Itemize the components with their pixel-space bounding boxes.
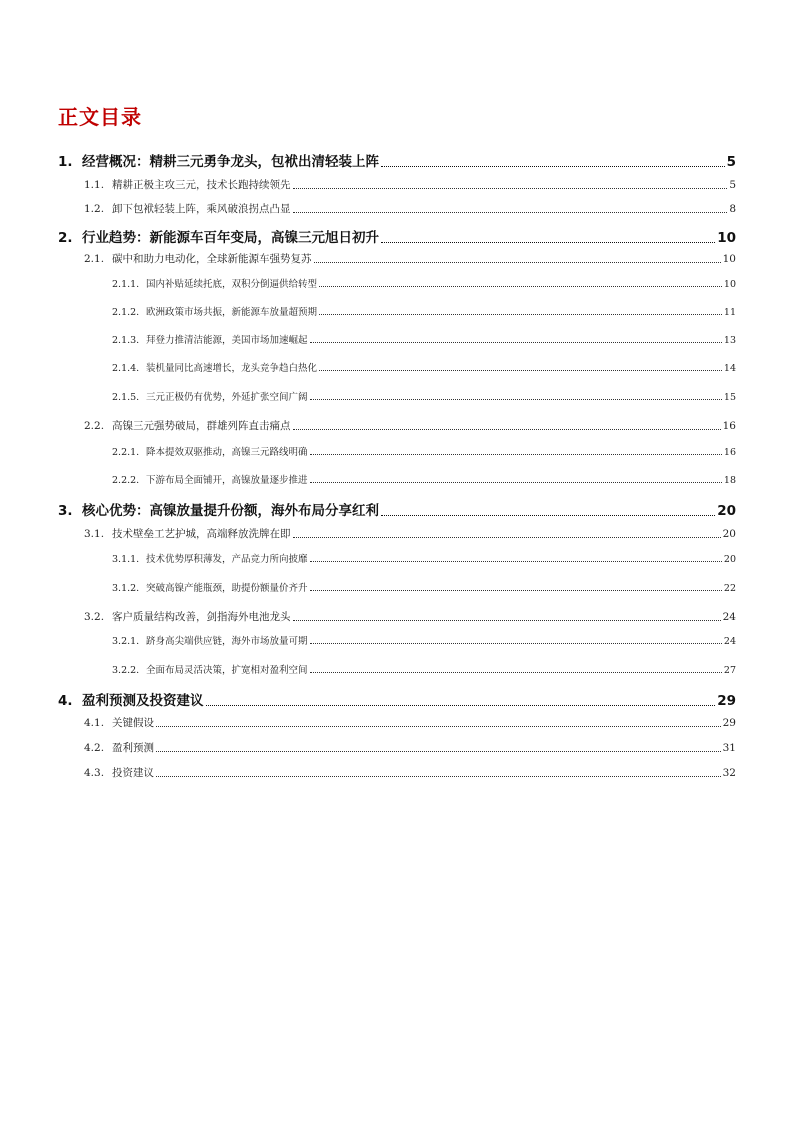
toc-entry-title: 拜登力推清洁能源，美国市场加速崛起 [146,335,308,346]
toc-entry-title: 核心优势：高镍放量提升份额，海外布局分享红利 [82,503,379,519]
toc-entry-number: 2.1.1. [112,279,140,290]
toc-entry-level-3[interactable] [112,580,736,594]
toc-entry-page: 8 [729,203,736,215]
dot-leader [293,537,721,538]
toc-entry-page: 29 [717,693,736,709]
toc-entry-number: 3.2. [84,611,105,623]
dot-leader [310,643,722,644]
toc-entry-number: 4.2. [84,742,105,754]
toc-entry-level-3[interactable] [112,360,736,374]
toc-entry-title: 国内补贴延续托底，双积分倒逼供给转型 [146,279,318,290]
dot-leader [314,262,721,263]
toc-entry-level-3[interactable] [112,662,736,676]
toc-entry-number: 3.1.2. [112,583,140,594]
toc-entry-level-3[interactable] [112,444,736,458]
toc-entry-number: 2.1. [84,253,105,265]
toc-entry-number: 1.1. [84,179,105,191]
dot-leader [310,399,722,400]
toc-entry-level-1[interactable] [58,150,736,170]
toc-entry-page: 24 [723,636,736,647]
toc-entry-number: 2.2.1. [112,447,140,458]
toc-entry-title: 高镍三元强势破局，群雄列阵直击痛点 [112,420,291,432]
toc-entry-number: 3.1.1. [112,554,140,565]
toc-entry-number: 2. [58,230,73,246]
toc-entry-number: 2.2.2. [112,475,140,486]
dot-leader [310,482,722,483]
toc-entry-page: 18 [723,475,736,486]
toc-entry-number: 1. [58,154,73,170]
toc-entry-title: 投资建议 [112,767,154,779]
toc-entry-page: 13 [723,335,736,346]
toc-entry-number: 4.3. [84,767,105,779]
toc-entry-title: 盈利预测及投资建议 [82,693,204,709]
toc-entry-title: 装机量同比高速增长，龙头竞争趋白热化 [146,363,318,374]
toc-entry-level-3[interactable] [112,276,736,290]
toc-entry-title: 全面布局灵活决策，扩宽相对盈利空间 [146,665,308,676]
toc-entry-number: 2.1.2. [112,307,140,318]
toc-entry-title: 三元正极仍有优势，外延扩张空间广阔 [146,392,308,403]
dot-leader [293,429,721,430]
toc-entry-level-1[interactable] [58,499,736,519]
dot-leader [310,590,722,591]
toc-entry-title: 下游布局全面铺开，高镍放量逐步推进 [146,475,308,486]
toc-entry-page: 11 [723,307,736,318]
dot-leader [206,705,716,706]
toc-heading: 正文目录 [58,105,142,129]
toc-entry-page: 14 [723,363,736,374]
toc-entry-page: 27 [723,665,736,676]
toc-entry-number: 3. [58,503,73,519]
toc-entry-title: 行业趋势：新能源车百年变局，高镍三元旭日初升 [82,230,379,246]
toc-entry-title: 盈利预测 [112,742,154,754]
toc-entry-page: 22 [723,583,736,594]
dot-leader [319,286,722,287]
toc-entry-number: 3.2.1. [112,636,140,647]
toc-entry-number: 3.1. [84,528,105,540]
toc-entry-number: 4.1. [84,717,105,729]
toc-entry-title: 客户质量结构改善，剑指海外电池龙头 [112,611,291,623]
dot-leader [319,370,722,371]
toc-entry-page: 16 [722,420,736,432]
toc-entry-number: 2.1.3. [112,335,140,346]
toc-entry-level-2[interactable] [84,715,736,730]
toc-entry-level-3[interactable] [112,304,736,318]
dot-leader [319,314,722,315]
toc-entry-page: 16 [723,447,736,458]
toc-entry-page: 31 [722,742,736,754]
toc-entry-level-2[interactable] [84,201,736,216]
toc-entry-page: 10 [723,279,736,290]
toc-entry-page: 24 [722,611,736,623]
dot-leader [293,188,728,189]
toc-entry-page: 20 [722,528,736,540]
toc-entry-page: 5 [726,154,736,170]
toc-entry-level-3[interactable] [112,551,736,565]
toc-entry-page: 29 [722,717,736,729]
toc-entry-level-2[interactable] [84,251,736,266]
toc-entry-level-2[interactable] [84,609,736,624]
toc-entry-page: 32 [722,767,736,779]
toc-entry-number: 1.2. [84,203,105,215]
toc-entry-number: 2.1.4. [112,363,140,374]
dot-leader [310,454,722,455]
toc-entry-number: 3.2.2. [112,665,140,676]
toc-entry-level-2[interactable] [84,526,736,541]
dot-leader [156,776,721,777]
dot-leader [293,212,728,213]
toc-entry-page: 10 [717,230,736,246]
toc-entry-level-1[interactable] [58,226,736,246]
toc-entry-level-3[interactable] [112,472,736,486]
dot-leader [381,515,715,516]
toc-entry-level-1[interactable] [58,689,736,709]
toc-entry-title: 卸下包袱轻装上阵，乘风破浪拐点凸显 [112,203,291,215]
toc-entry-level-2[interactable] [84,765,736,780]
toc-entry-level-3[interactable] [112,332,736,346]
dot-leader [293,620,721,621]
dot-leader [156,726,721,727]
dot-leader [310,342,722,343]
toc-entry-title: 突破高镍产能瓶颈，助提份额量价齐升 [146,583,308,594]
toc-entry-title: 关键假设 [112,717,154,729]
toc-entry-page: 20 [723,554,736,565]
toc-entry-title: 精耕正极主攻三元，技术长跑持续领先 [112,179,291,191]
toc-entry-level-2[interactable] [84,177,736,192]
toc-entry-number: 2.1.5. [112,392,140,403]
toc-entry-title: 经营概况：精耕三元勇争龙头，包袱出清轻装上阵 [82,154,379,170]
toc-entry-page: 10 [722,253,736,265]
toc-entry-level-2[interactable] [84,740,736,755]
toc-entry-title: 技术优势厚积薄发，产品竞力所向披靡 [146,554,308,565]
toc-entry-title: 跻身高尖端供应链，海外市场放量可期 [146,636,308,647]
dot-leader [156,751,721,752]
dot-leader [381,166,725,167]
toc-entry-page: 15 [723,392,736,403]
toc-entry-number: 4. [58,693,73,709]
dot-leader [310,672,722,673]
toc-entry-title: 技术壁垒工艺护城，高端释放洗牌在即 [112,528,291,540]
toc-entry-title: 欧洲政策市场共振，新能源车放量超预期 [146,307,318,318]
dot-leader [381,242,715,243]
toc-entry-title: 碳中和助力电动化，全球新能源车强势复苏 [112,253,312,265]
toc-entry-number: 2.2. [84,420,105,432]
toc-entry-page: 20 [717,503,736,519]
toc-entry-level-3[interactable] [112,633,736,647]
toc-entry-page: 5 [729,179,736,191]
dot-leader [310,561,722,562]
toc-entry-level-3[interactable] [112,389,736,403]
toc-entry-level-2[interactable] [84,418,736,433]
toc-entry-title: 降本提效双驱推动，高镍三元路线明确 [146,447,308,458]
